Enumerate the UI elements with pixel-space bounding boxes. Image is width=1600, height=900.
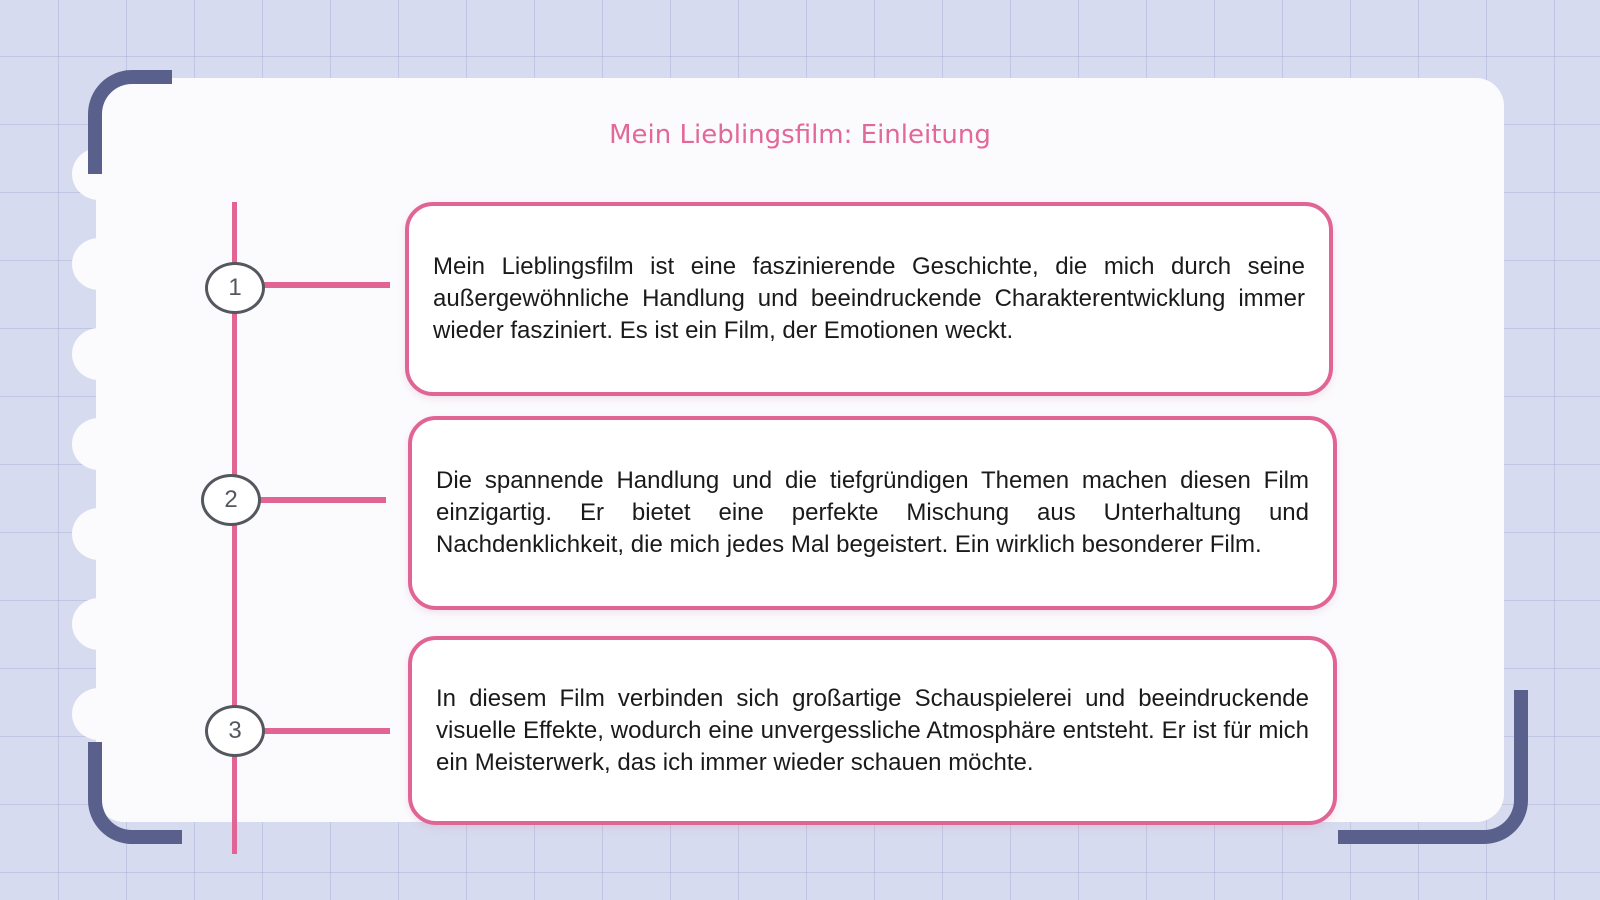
step-marker-1: 1 <box>205 262 265 314</box>
card-text: Mein Lieblingsfilm ist eine faszinierende Geschichte, die mich durch seine außergewöhnliche Handlung und beeindruckende Charakterentwicklung immer wieder fasziniert. Es ist ein Film, der Emotionen weckt. <box>433 253 1305 344</box>
timeline-connector <box>262 728 390 734</box>
info-card-1 <box>405 202 1333 396</box>
card-text: In diesem Film verbinden sich großartige Schauspielerei und beeindruckende visuelle Effekte, wodurch eine unvergessliche Atmosphäre entsteht. Er ist für mich ein Meisterwerk, das ich immer wieder schauen möchte. <box>436 684 1309 776</box>
frame-corner-bottom-left <box>88 742 182 844</box>
step-marker-2: 2 <box>201 474 261 526</box>
info-card-2 <box>408 416 1337 610</box>
frame-corner-bottom-right <box>1338 690 1528 844</box>
card-text: Die spannende Handlung und die tiefgründigen Themen machen diesen Film einzigartig. Er bietet eine perfekte Mischung aus Unterhaltung und Nachdenklichkeit, die mich jedes Mal begeistert. Ein wirklich besonderer Film. <box>436 467 1309 558</box>
paper-notch <box>72 508 126 560</box>
step-marker-3: 3 <box>205 705 265 757</box>
slide-title: Mein Lieblingsfilm: Einleitung <box>609 120 991 150</box>
paper-notch <box>72 238 126 290</box>
paper-notch <box>72 598 126 650</box>
paper-notch <box>72 328 126 380</box>
paper-notch <box>72 418 126 470</box>
timeline-connector <box>262 282 390 288</box>
paper-notch <box>72 688 126 740</box>
timeline-connector <box>258 497 386 503</box>
info-card-3 <box>408 636 1337 825</box>
